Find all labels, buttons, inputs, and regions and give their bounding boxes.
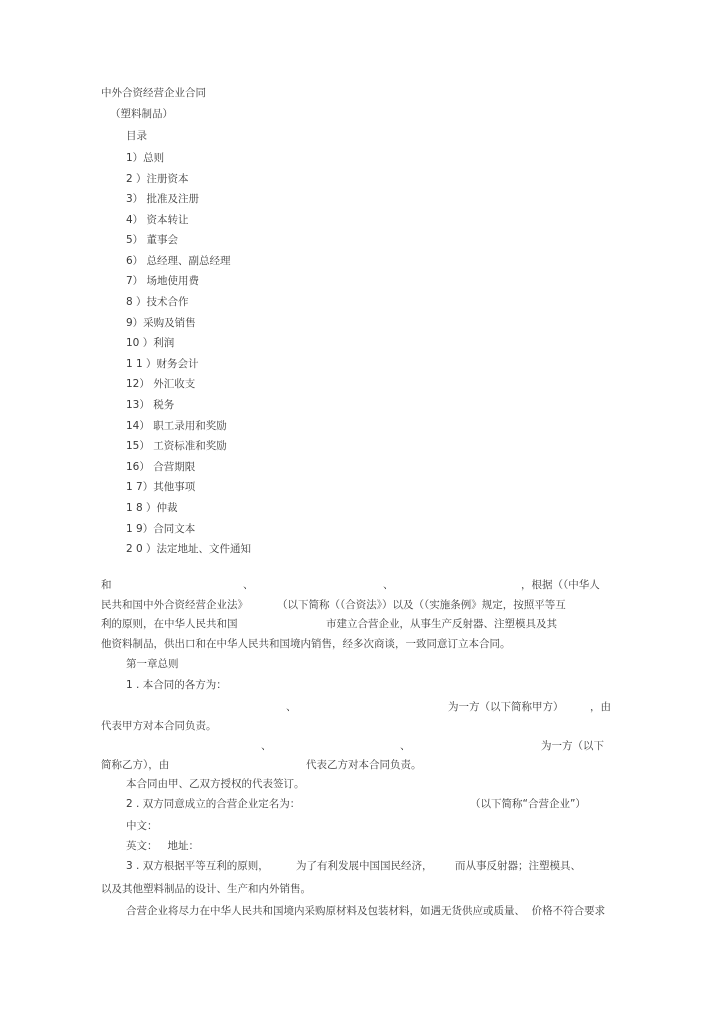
toc-item: 1 9）合同文本 [126, 523, 196, 535]
article-text: 代表甲方对本合同负责。 [101, 720, 217, 732]
article-2-heading: 2 . 双方同意成立的合营企业定名为： [126, 798, 301, 810]
toc-item: 12） 外汇收支 [126, 378, 196, 390]
toc-item: 7） 场地使用费 [126, 275, 200, 287]
article-text: 为了有利发展中国国民经济， [296, 860, 433, 872]
article-text: ，由 [590, 701, 611, 713]
preamble-text: 民共和国中外合资经营企业法》 [101, 599, 248, 611]
article-1-heading: 1 . 本合同的各方为： [126, 679, 227, 691]
article-text: （以下简称“合营企业”） [470, 798, 586, 810]
document-title: 中外合资经营企业合同 [101, 87, 206, 99]
article-text: 以及其他塑料制品的设计、生产和内外销售。 [101, 883, 311, 895]
chinese-name-label: 中文： [126, 820, 158, 832]
toc-item: 2 ）注册资本 [126, 173, 189, 185]
toc-item: 3） 批准及注册 [126, 193, 200, 205]
article-text: 为一方（以下简称甲方） [448, 701, 564, 713]
article-text: 代表乙方对本合同负责。 [306, 759, 422, 771]
preamble-text: （以下简称（（合资法》）以及（（实施条例》规定，按照平等互 [277, 599, 566, 611]
article-text: 合营企业将尽力在中华人民共和国境内采购原材料及包装材料，如遇无货供应或质量、 价格不符合要求 [126, 905, 606, 917]
toc-item: 13） 税务 [126, 399, 175, 411]
toc-item: 4） 资本转让 [126, 214, 189, 226]
article-text: 简称乙方），由 [101, 759, 170, 771]
toc-heading: 目录 [126, 130, 147, 142]
toc-item: 2 0 ）法定地址、文件通知 [126, 543, 252, 555]
preamble-text: 利的原则，在中华人民共和国 [101, 618, 238, 630]
article-3-heading: 3 . 双方根据平等互利的原则， [126, 860, 269, 872]
preamble-text: 市建立合营企业，从事生产反射器、注塑模具及其 [326, 618, 557, 630]
article-text: 、 [261, 740, 272, 752]
chapter-heading: 第一章总则 [126, 658, 179, 670]
toc-item: 10 ）利润 [126, 337, 175, 349]
document-subtitle: （塑料制品） [110, 108, 173, 120]
article-text: 本合同由甲、乙双方授权的代表签订。 [126, 778, 305, 790]
toc-item: 14） 职工录用和奖励 [126, 420, 227, 432]
toc-item: 1）总则 [126, 152, 165, 164]
toc-item: 1 8 ）仲裁 [126, 502, 178, 514]
preamble-text: 、 [383, 579, 394, 591]
toc-item: 5） 董事会 [126, 234, 179, 246]
preamble-text: 他资料制品，供出口和在中华人民共和国境内销售，经多次商谈，一致同意订立本合同。 [101, 638, 511, 650]
article-text: 为一方（以下 [541, 740, 604, 752]
article-text: 、 [400, 740, 411, 752]
article-text: 而从事反射器；注塑模具、 [455, 860, 581, 872]
toc-item: 8 ）技术合作 [126, 296, 189, 308]
toc-item: 9）采购及销售 [126, 317, 196, 329]
preamble-text: 、 [243, 579, 254, 591]
preamble-text: ，根据（（中华人 [521, 579, 600, 591]
toc-item: 1 7）其他事项 [126, 481, 196, 493]
english-name-address-label: 英文： 地址： [126, 840, 200, 852]
preamble-text: 和 [101, 579, 112, 591]
toc-item: 16） 合营期限 [126, 461, 196, 473]
article-text: 、 [286, 701, 297, 713]
toc-item: 6） 总经理、副总经理 [126, 255, 231, 267]
toc-item: 15） 工资标准和奖励 [126, 440, 227, 452]
toc-item: 1 1 ）财务会计 [126, 358, 199, 370]
